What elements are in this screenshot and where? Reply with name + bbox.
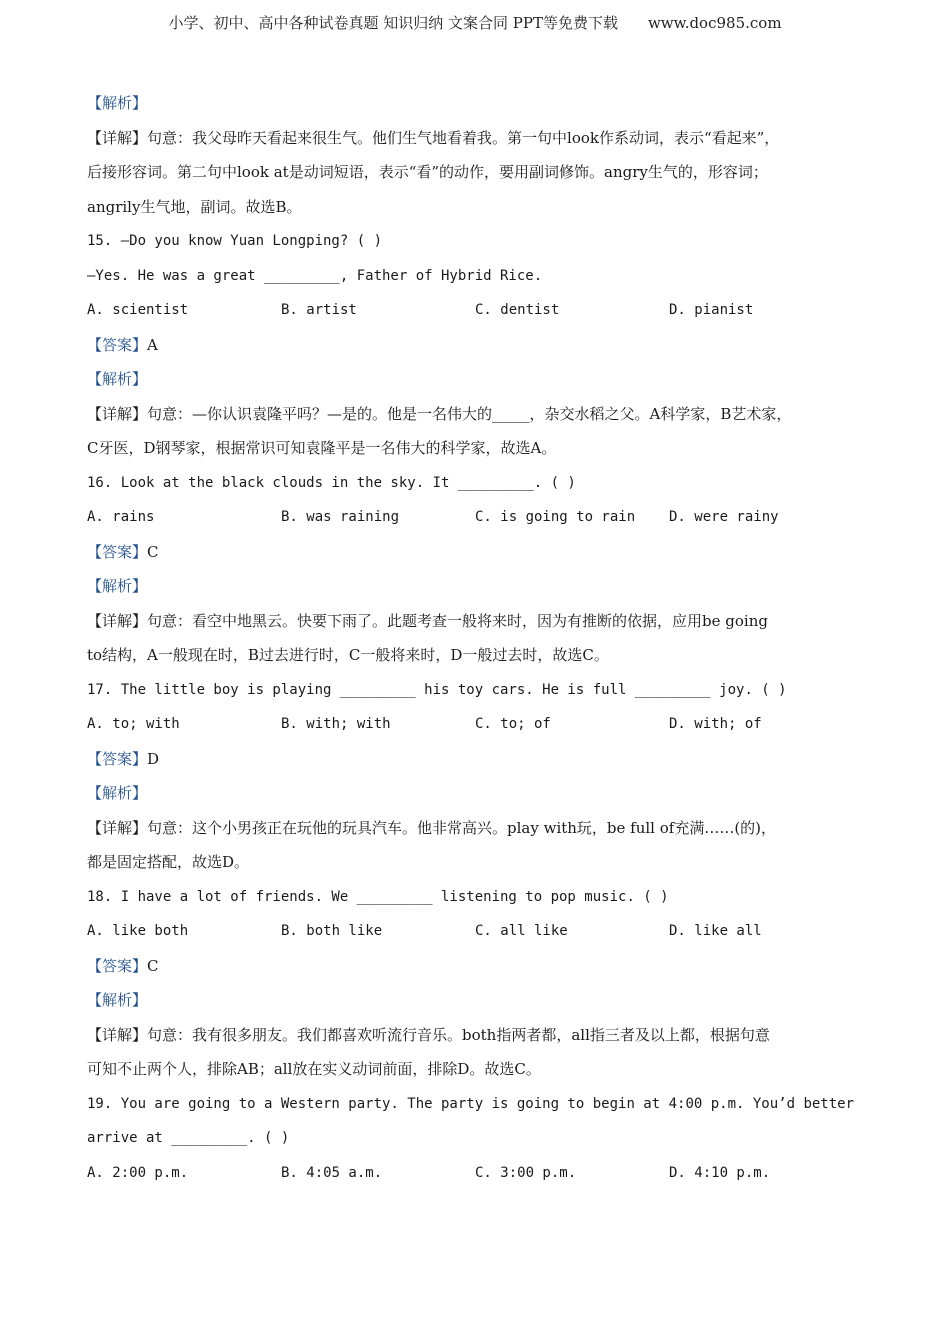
option-a: A. rains: [87, 509, 155, 525]
detail-line: to结构，A一般现在时，B过去进行时，C一般将来时，D一般过去时，故选C。: [87, 646, 609, 664]
option-d: D. with; of: [669, 716, 762, 732]
detail-line: 【详解】句意：这个小男孩正在玩他的玩具汽车。他非常高兴。play with玩，be full of充满……(的)，: [87, 818, 777, 837]
option-c: C. 3:00 p.m.: [475, 1164, 577, 1181]
question-17-options: [87, 707, 877, 742]
section-label-jiexi: 【解析】: [87, 577, 148, 595]
option-a: A. 2:00 p.m.: [87, 1164, 189, 1181]
option-d: D. 4:10 p.m.: [669, 1164, 771, 1181]
answer-label: 【答案】: [87, 335, 148, 354]
option-d: D. like all: [669, 923, 762, 939]
question-16-options: [87, 500, 877, 535]
section-label-jiexi: 【解析】: [87, 370, 148, 388]
detail-line: C牙医，D钢琴家，根据常识可知袁隆平是一名伟大的科学家，故选A。: [87, 439, 557, 457]
option-b: B. artist: [281, 302, 357, 318]
section-label-jiexi: 【解析】: [87, 991, 148, 1009]
detail-line: 可知不止两个人，排除AB；all放在实义动词前面，排除D。故选C。: [87, 1060, 541, 1078]
option-c: C. all like: [475, 923, 568, 939]
question-18-options: [87, 914, 877, 949]
option-b: B. 4:05 a.m.: [281, 1164, 383, 1181]
answer-line: 【答案】C: [87, 956, 159, 975]
option-d: D. were rainy: [669, 509, 779, 525]
option-d: D. pianist: [669, 302, 754, 318]
answer-line: 【答案】D: [87, 749, 160, 768]
option-c: C. dentist: [475, 302, 560, 318]
document-body: [87, 86, 877, 1190]
question-15-options: [87, 293, 877, 328]
answer-line: [87, 328, 877, 363]
page-header: 小学、初中、高中各种试卷真题 知识归纳 文案合同 PPT等免费下载 www.doc985.com: [168, 14, 782, 32]
detail-line: 【详解】句意：看空中地黑云。快要下雨了。此题考查一般将来时，因为有推断的依据，应用be going: [87, 611, 768, 630]
question-17-stem: 17. The little boy is playing _________ his toy cars. He is full _________ joy. ( ): [87, 681, 787, 698]
question-15-stem-2: —Yes. He was a great _________, Father of Hybrid Rice.: [87, 267, 543, 284]
option-a: A. scientist: [87, 302, 189, 318]
detail-label: 【详解】: [87, 128, 148, 147]
option-b: B. was raining: [281, 509, 400, 525]
option-c: C. is going to rain: [475, 509, 636, 525]
option-a: A. to; with: [87, 716, 180, 732]
detail-line: 【详解】句意：—你认识袁隆平吗？—是的。他是一名伟大的_____，杂交水稻之父。A科学家，B艺术家，: [87, 404, 792, 423]
answer-value: A: [147, 335, 158, 354]
detail-line: 后接形容词。第二句中look at是动词短语，表示“看”的动作，要用副词修饰。angry生气的，形容词；: [87, 163, 768, 181]
question-15-stem: 15. —Do you know Yuan Longping? ( ): [87, 233, 383, 249]
section-label-jiexi: 【解析】: [87, 784, 148, 802]
detail-line: 【详解】句意：我父母昨天看起来很生气。他们生气地看着我。第一句中look作系动词，表示“看起来”，: [87, 128, 780, 147]
detail-line: angrily生气地，副词。故选B。: [87, 197, 302, 216]
detail-line: 都是固定搭配，故选D。: [87, 853, 250, 871]
option-b: B. with; with: [281, 716, 391, 732]
option-b: B. both like: [281, 923, 383, 939]
question-19-stem: 19. You are going to a Western party. The party is going to begin at 4:00 p.m. You’d better: [87, 1095, 855, 1112]
option-c: C. to; of: [475, 716, 551, 732]
section-label-jiexi: 【解析】: [87, 94, 148, 112]
question-18-stem: 18. I have a lot of friends. We _________ listening to pop music. ( ): [87, 888, 669, 905]
option-a: A. like both: [87, 923, 189, 939]
question-16-stem: 16. Look at the black clouds in the sky. It _________. ( ): [87, 474, 576, 491]
detail-line: 【详解】句意：我有很多朋友。我们都喜欢听流行音乐。both指两者都，all指三者及以上都，根据句意: [87, 1025, 770, 1044]
question-19-options: [87, 1156, 877, 1191]
answer-line: 【答案】C: [87, 542, 159, 561]
question-19-stem-2: arrive at _________. ( ): [87, 1130, 290, 1146]
